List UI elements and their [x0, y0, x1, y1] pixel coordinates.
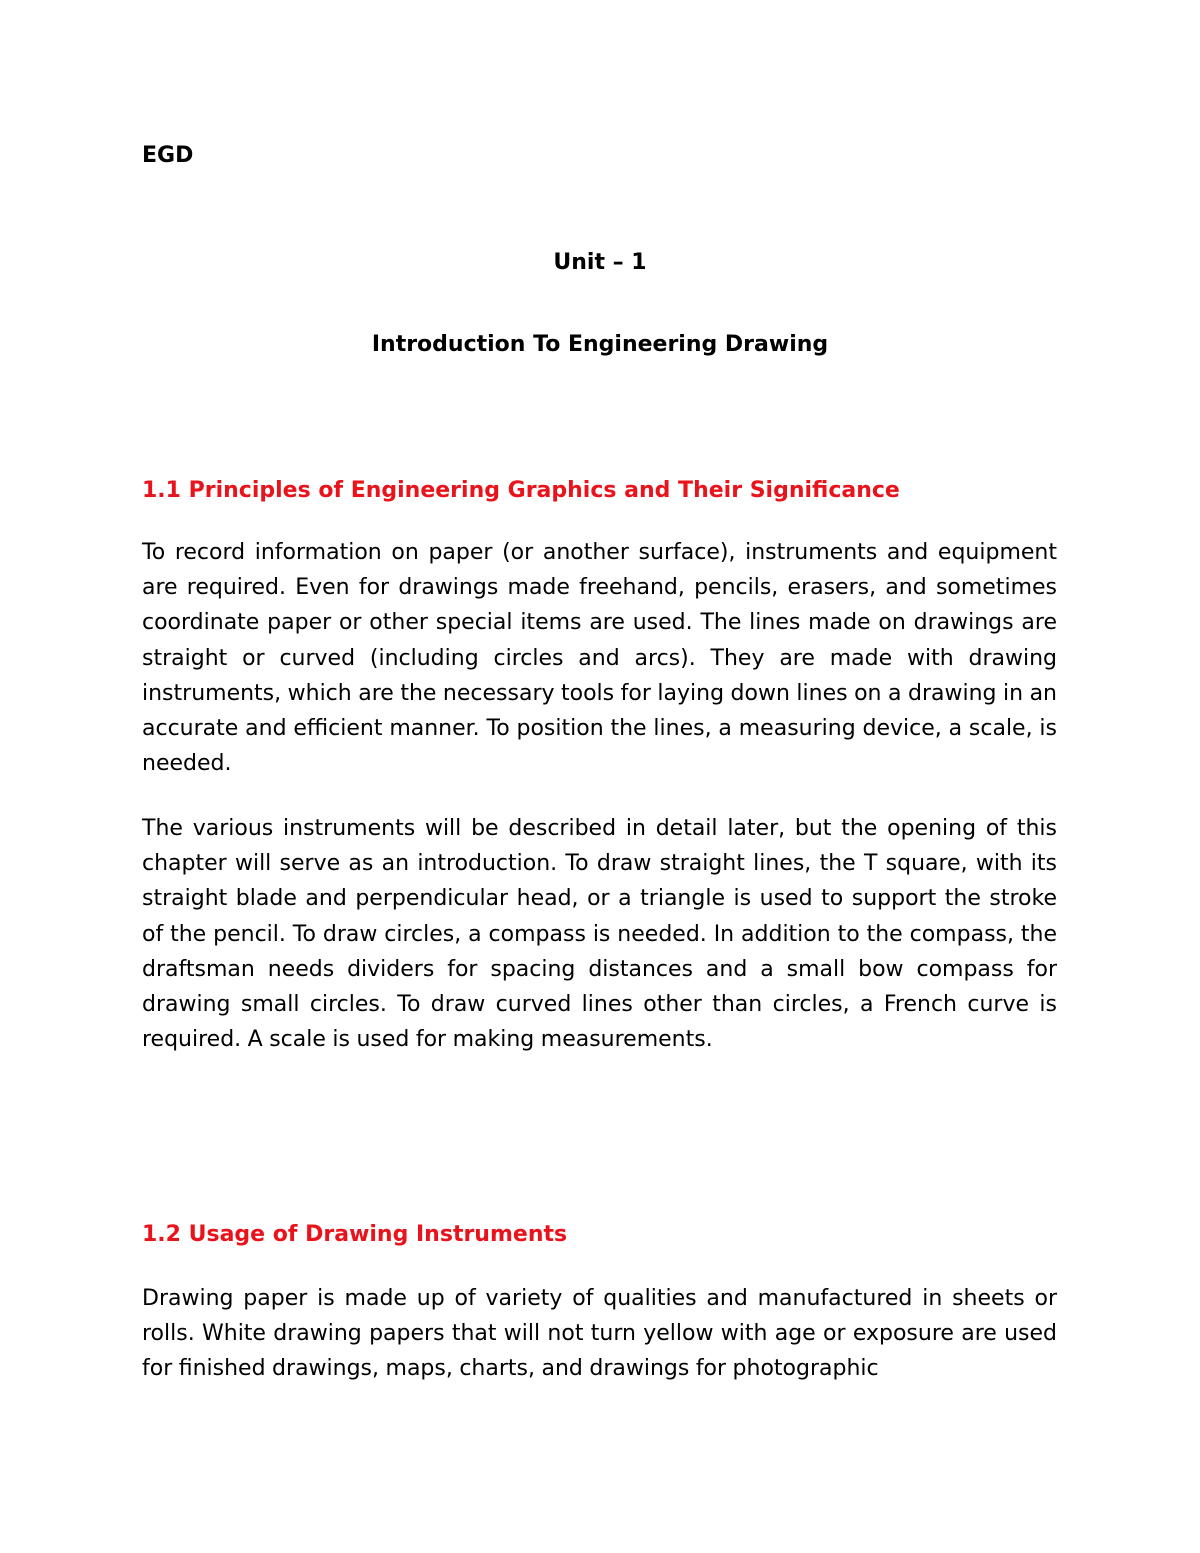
- unit-title: Unit – 1: [553, 250, 647, 275]
- section-heading-1-2: 1.2 Usage of Drawing Instruments: [142, 1222, 568, 1247]
- section-heading-1-1: 1.1 Principles of Engineering Graphics and Their Significance: [142, 478, 900, 503]
- section-1-2-paragraph-1: Drawing paper is made up of variety of qualities and manufactured in sheets or rolls. White drawing papers that will not turn yellow with age or exposure are used for finished drawings, maps, charts, and drawings for photographic: [142, 1286, 1057, 1382]
- section-1-1-paragraph-2: The various instruments will be described in detail later, but the opening of this chapter will serve as an introduction. To draw straight lines, the T square, with its straight blade and perpendicular head, or a triangle is used to support the stroke of the pencil. To draw circles, a compass is needed. In addition to the compass, the draftsman needs dividers for spacing distances and a small bow compass for drawing small circles. To draw curved lines other than circles, a French curve is required. A scale is used for making measurements.: [142, 816, 1057, 1053]
- document-code: EGD: [142, 143, 194, 168]
- section-1-1-paragraph-1: To record information on paper (or another surface), instruments and equipment are required. Even for drawings made freehand, pencils, erasers, and sometimes coordinate paper or other special items are used. The lines made on drawings are straight or curved (including circles and arcs). They are made with drawing instruments, which are the necessary tools for laying down lines on a drawing in an accurate and efficient manner. To position the lines, a measuring device, a scale, is needed.: [142, 540, 1057, 777]
- document-title: Introduction To Engineering Drawing: [371, 332, 829, 357]
